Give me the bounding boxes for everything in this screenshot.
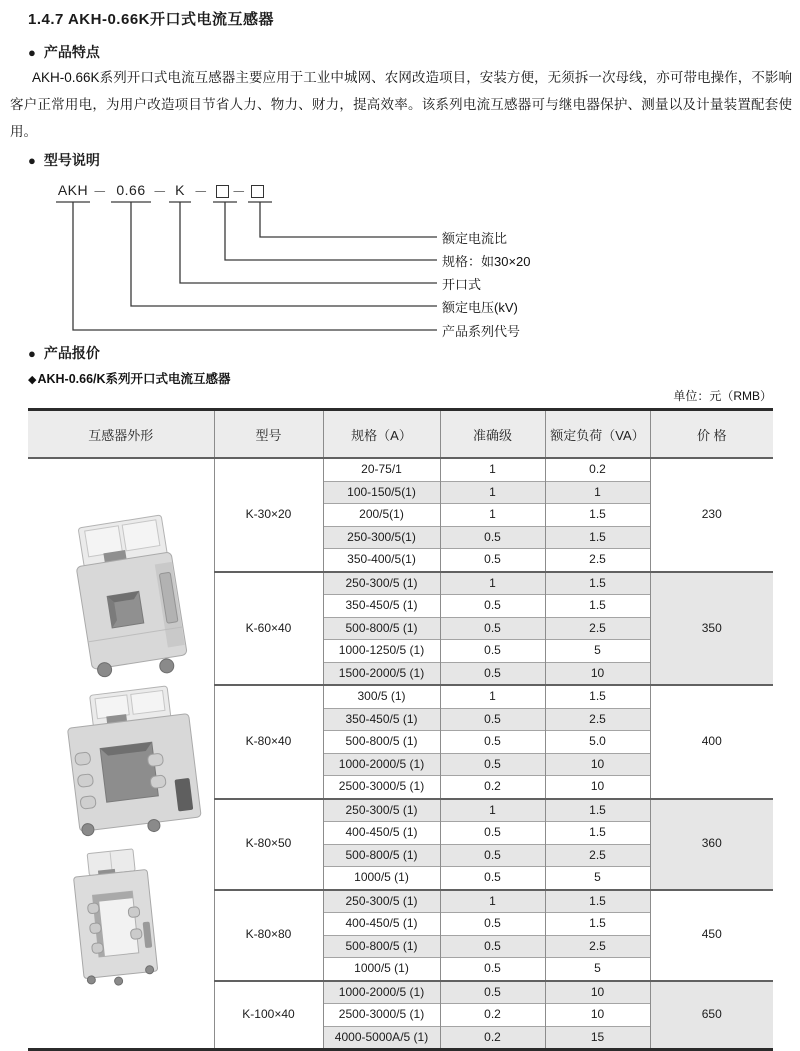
accuracy-cell: 0.2 (440, 1004, 545, 1027)
accuracy-cell: 0.2 (440, 776, 545, 799)
diagram-label-open-type: 开口式 (442, 277, 482, 292)
load-cell: 5 (545, 640, 650, 663)
model-cell: K-100×40 (214, 981, 323, 1050)
section-heading-label: 产品特点 (43, 44, 100, 60)
price-table (28, 408, 773, 1051)
section-heading-label: 产品报价 (43, 345, 100, 361)
model-cell: K-80×40 (214, 685, 323, 799)
accuracy-cell: 0.5 (440, 662, 545, 685)
bullet-icon: ● (28, 345, 36, 361)
pricing-subtitle-text: AKH-0.66/K系列开口式电流互感器 (37, 372, 231, 386)
spec-cell: 1000-2000/5 (1) (323, 981, 440, 1004)
spec-cell: 350-450/5 (1) (323, 708, 440, 731)
spec-cell: 200/5(1) (323, 504, 440, 527)
accuracy-cell: 1 (440, 481, 545, 504)
spec-cell: 500-800/5 (1) (323, 617, 440, 640)
spec-cell: 500-800/5 (1) (323, 731, 440, 754)
load-cell: 10 (545, 1004, 650, 1027)
spec-cell: 1000-1250/5 (1) (323, 640, 440, 663)
diagram-label-rated-voltage: 额定电压(kV) (442, 300, 518, 315)
spec-cell: 250-300/5 (1) (323, 890, 440, 913)
load-cell: 10 (545, 753, 650, 776)
unit-note: 单位：元（RMB） (673, 389, 772, 403)
col-header-spec: 规格（A） (323, 410, 440, 459)
price-cell: 360 (650, 799, 773, 890)
price-cell: 650 (650, 981, 773, 1050)
spec-cell: 1000-2000/5 (1) (323, 753, 440, 776)
appearance-cell (28, 458, 214, 1050)
section-heading-features (28, 42, 100, 62)
load-cell: 1 (545, 481, 650, 504)
model-code-diagram (30, 180, 775, 342)
accuracy-cell: 1 (440, 572, 545, 595)
model-cell: K-60×40 (214, 572, 323, 686)
col-header-appearance: 互感器外形 (28, 410, 214, 459)
spec-cell: 300/5 (1) (323, 685, 440, 708)
model-diagram-connector-lines (30, 198, 775, 340)
load-cell: 2.5 (545, 617, 650, 640)
accuracy-cell: 0.5 (440, 617, 545, 640)
accuracy-cell: 0.5 (440, 526, 545, 549)
accuracy-cell: 0.5 (440, 753, 545, 776)
diagram-label-rated-current-ratio: 额定电流比 (442, 231, 508, 246)
accuracy-cell: 0.2 (440, 1026, 545, 1050)
spec-cell: 400-450/5 (1) (323, 822, 440, 845)
accuracy-cell: 0.5 (440, 708, 545, 731)
model-code-type: K (175, 182, 185, 198)
load-cell: 1.5 (545, 504, 650, 527)
load-cell: 2.5 (545, 549, 650, 572)
accuracy-cell: 0.5 (440, 640, 545, 663)
table-header-row (28, 410, 773, 459)
spec-cell: 100-150/5(1) (323, 481, 440, 504)
bullet-icon: ● (28, 152, 36, 168)
load-cell: 1.5 (545, 799, 650, 822)
accuracy-cell: 1 (440, 504, 545, 527)
model-code-separator: － (92, 184, 108, 200)
spec-cell: 500-800/5 (1) (323, 844, 440, 867)
model-cell: K-30×20 (214, 458, 323, 572)
model-code-separator: － (152, 184, 168, 200)
product-photo-small-ct (52, 515, 206, 693)
model-cell: K-80×50 (214, 799, 323, 890)
spec-cell: 1000/5 (1) (323, 958, 440, 981)
accuracy-cell: 0.5 (440, 549, 545, 572)
load-cell: 2.5 (545, 844, 650, 867)
load-cell: 2.5 (545, 935, 650, 958)
diagram-label-series-code: 产品系列代号 (442, 324, 521, 339)
model-placeholder-box (216, 185, 229, 198)
section-heading-model (28, 150, 100, 170)
spec-cell: 350-400/5(1) (323, 549, 440, 572)
model-code-series: AKH (57, 182, 89, 198)
accuracy-cell: 0.5 (440, 867, 545, 890)
model-code-voltage: 0.66 (116, 182, 146, 198)
accuracy-cell: 0.5 (440, 935, 545, 958)
accuracy-cell: 0.5 (440, 731, 545, 754)
col-header-load: 额定负荷（VA） (545, 410, 650, 459)
spec-cell: 250-300/5(1) (323, 526, 440, 549)
spec-cell: 1000/5 (1) (323, 867, 440, 890)
accuracy-cell: 0.5 (440, 913, 545, 936)
product-photo-large-frame-ct (64, 849, 168, 995)
price-cell: 230 (650, 458, 773, 572)
price-cell: 350 (650, 572, 773, 686)
load-cell: 2.5 (545, 708, 650, 731)
model-code-separator: － (231, 184, 247, 200)
load-cell: 5 (545, 867, 650, 890)
accuracy-cell: 1 (440, 890, 545, 913)
load-cell: 5 (545, 958, 650, 981)
spec-cell: 350-450/5 (1) (323, 595, 440, 618)
col-header-accuracy: 准确级 (440, 410, 545, 459)
spec-cell: 4000-5000A/5 (1) (323, 1026, 440, 1050)
pricing-subtitle (28, 369, 231, 387)
spec-cell: 2500-3000/5 (1) (323, 776, 440, 799)
spec-cell: 500-800/5 (1) (323, 935, 440, 958)
model-code-separator: － (193, 184, 209, 200)
model-cell: K-80×80 (214, 890, 323, 981)
price-cell: 450 (650, 890, 773, 981)
load-cell: 1.5 (545, 595, 650, 618)
load-cell: 5.0 (545, 731, 650, 754)
spec-cell: 2500-3000/5 (1) (323, 1004, 440, 1027)
load-cell: 10 (545, 662, 650, 685)
load-cell: 10 (545, 776, 650, 799)
section-heading-pricing (28, 343, 100, 363)
spec-cell: 20-75/1 (323, 458, 440, 481)
page-title: 1.4.7 AKH-0.66K开口式电流互感器 (28, 11, 274, 28)
diamond-icon: ◆ (28, 374, 37, 386)
accuracy-cell: 0.5 (440, 822, 545, 845)
load-cell: 1.5 (545, 890, 650, 913)
accuracy-cell: 0.5 (440, 595, 545, 618)
features-paragraph: AKH-0.66K系列开口式电流互感器主要应用于工业中城网、农网改造项目，安装方便，无须拆一次母线，亦可带电操作，不影响客户正常用电，为用户改造项目节省人力、物力、财力，提高效率。该系列电流互感器可与继电器保护、测量以及计量装置配套使用。 (10, 70, 792, 139)
product-photo-medium-ct (50, 687, 210, 845)
load-cell: 1.5 (545, 822, 650, 845)
accuracy-cell: 0.5 (440, 844, 545, 867)
spec-cell: 250-300/5 (1) (323, 572, 440, 595)
col-header-model: 型号 (214, 410, 323, 459)
spec-cell: 1500-2000/5 (1) (323, 662, 440, 685)
accuracy-cell: 1 (440, 799, 545, 822)
load-cell: 1.5 (545, 526, 650, 549)
accuracy-cell: 1 (440, 458, 545, 481)
accuracy-cell: 0.5 (440, 981, 545, 1004)
table-row (28, 458, 773, 481)
col-header-price: 价 格 (650, 410, 773, 459)
section-heading-label: 型号说明 (43, 152, 100, 168)
diagram-label-size: 规格：如30×20 (442, 254, 531, 269)
spec-cell: 400-450/5 (1) (323, 913, 440, 936)
load-cell: 1.5 (545, 572, 650, 595)
load-cell: 1.5 (545, 913, 650, 936)
load-cell: 15 (545, 1026, 650, 1050)
accuracy-cell: 0.5 (440, 958, 545, 981)
load-cell: 0.2 (545, 458, 650, 481)
accuracy-cell: 1 (440, 685, 545, 708)
price-cell: 400 (650, 685, 773, 799)
spec-cell: 250-300/5 (1) (323, 799, 440, 822)
model-placeholder-box (251, 185, 264, 198)
bullet-icon: ● (28, 44, 36, 60)
load-cell: 10 (545, 981, 650, 1004)
load-cell: 1.5 (545, 685, 650, 708)
